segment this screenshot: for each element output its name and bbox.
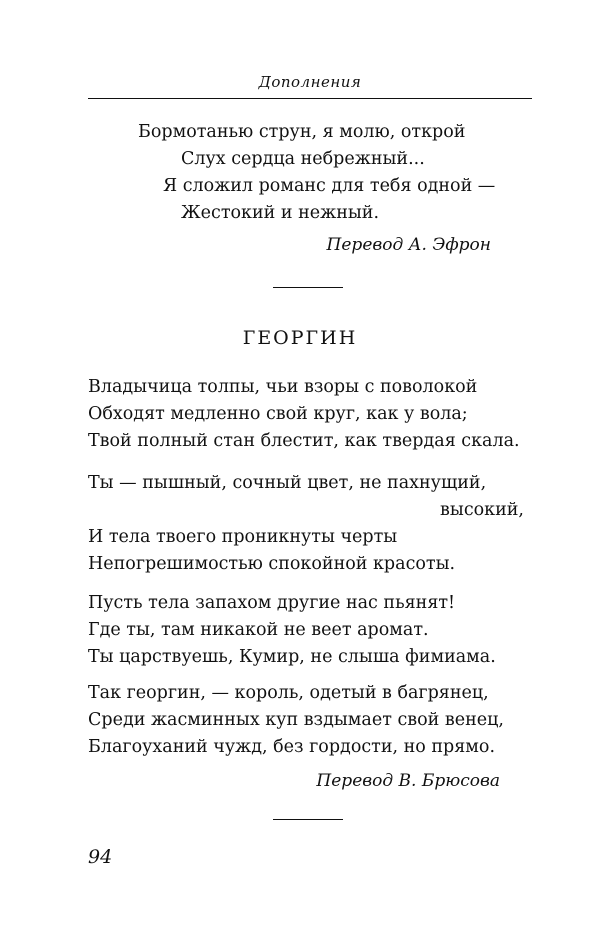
verse-line: Так георгин, — король, одетый в багрянец, xyxy=(88,683,489,703)
verse-line: Владычица толпы, чьи взоры с поволокой xyxy=(88,377,478,397)
verse-line: Бормотанью струн, я молю, открой xyxy=(138,122,466,142)
intro-stanza xyxy=(0,119,600,227)
verse-line: Ты царствуешь, Кумир, не слыша фимиама. xyxy=(88,647,496,667)
poem-stanza-3 xyxy=(88,590,524,671)
running-head: Дополнения xyxy=(258,73,362,91)
verse-line: Твой полный стан блестит, как твердая скала. xyxy=(88,431,520,451)
header-rule xyxy=(88,98,532,99)
poem-title: ГЕОРГИН xyxy=(242,327,358,349)
verse-line: Ты — пышный, сочный цвет, не пахнущий, xyxy=(88,473,487,493)
verse-line-continuation: высокий, xyxy=(440,500,524,520)
page-number: 94 xyxy=(88,846,113,868)
translator-attribution: Перевод В. Брюсова xyxy=(316,771,500,791)
section-divider xyxy=(273,287,343,288)
verse-line: Я сложил романс для тебя одной — xyxy=(163,176,496,196)
verse-line: Пусть тела запахом другие нас пьянят! xyxy=(88,593,456,613)
verse-line: Обходят медленно свой круг, как у вола; xyxy=(88,404,468,424)
verse-line: Непогрешимостью спокойной красоты. xyxy=(88,554,456,574)
poem-stanza-4 xyxy=(88,680,524,761)
poem-stanza-2 xyxy=(88,470,524,578)
verse-line: Жестокий и нежный. xyxy=(181,203,380,223)
verse-line: Благоуханий чужд, без гордости, но прямо. xyxy=(88,737,496,757)
verse-line: Среди жасминных куп вздымает свой венец, xyxy=(88,710,504,730)
verse-line: И тела твоего проникнуты черты xyxy=(88,527,398,547)
verse-line: Где ты, там никакой не веет аромат. xyxy=(88,620,429,640)
section-divider xyxy=(273,819,343,820)
poem-stanza-1 xyxy=(88,374,524,455)
verse-line: Слух сердца небрежный... xyxy=(181,149,425,169)
translator-attribution: Перевод А. Эфрон xyxy=(326,235,491,255)
